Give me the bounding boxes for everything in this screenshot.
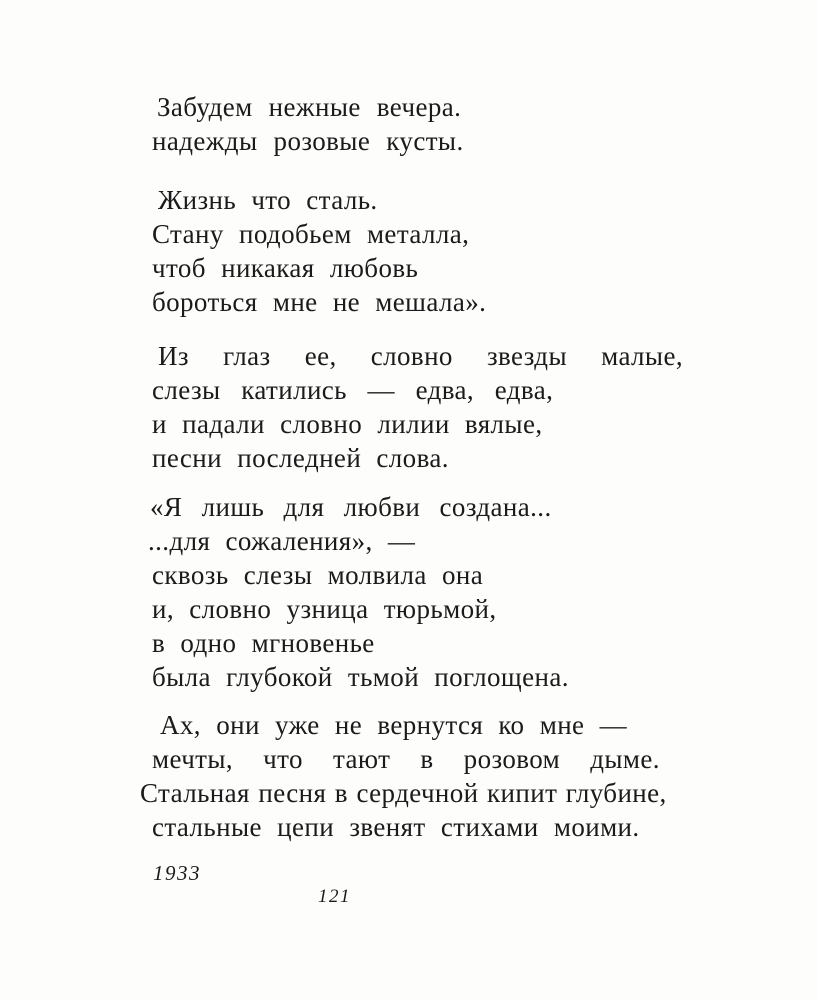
- page-number: 121: [318, 886, 351, 907]
- poem-line: стальные цепи звенят стихами моими.: [152, 812, 640, 842]
- poem-line: и падали словно лилии вялые,: [152, 409, 543, 439]
- stanza: [152, 183, 802, 319]
- stanza: [140, 708, 802, 844]
- poem-line: Стану подобьем металла,: [152, 219, 470, 249]
- poem-line: «Я лишь для любви создана...: [150, 492, 552, 522]
- poem-line: песни последней слова.: [152, 443, 449, 473]
- poem-line: ...для сожаления», —: [148, 526, 416, 556]
- poem-line: сквозь слезы молвила она: [152, 560, 484, 590]
- year-label: 1933: [153, 861, 201, 885]
- poem-line: Жизнь что сталь.: [158, 185, 378, 215]
- poem-line: и, словно узница тюрьмой,: [152, 594, 497, 624]
- poem-text: [140, 90, 802, 864]
- poem-line: в одно мгновенье: [152, 628, 375, 658]
- poem-line: слезы катились — едва, едва,: [152, 375, 554, 405]
- stanza: [152, 339, 802, 475]
- poem-line: Стальная песня в сердечной кипит глубине,: [140, 778, 667, 808]
- poem-line: была глубокой тьмой поглощена.: [152, 662, 569, 692]
- poem-line: надежды розовые кусты.: [152, 126, 464, 156]
- poem-line: чтоб никакая любовь: [152, 253, 419, 283]
- stanza: [148, 490, 802, 694]
- poem-line: Ах, они уже не вернутся ко мне —: [160, 710, 628, 740]
- stanza: [152, 90, 802, 158]
- poem-line: Забудем нежные вечера.: [157, 92, 462, 122]
- poem-line: бороться мне не мешала».: [152, 287, 487, 317]
- poem-line: Из глаз ее, словно звезды малые,: [158, 341, 684, 371]
- poem-line: мечты, что тают в розовом дыме.: [152, 744, 660, 774]
